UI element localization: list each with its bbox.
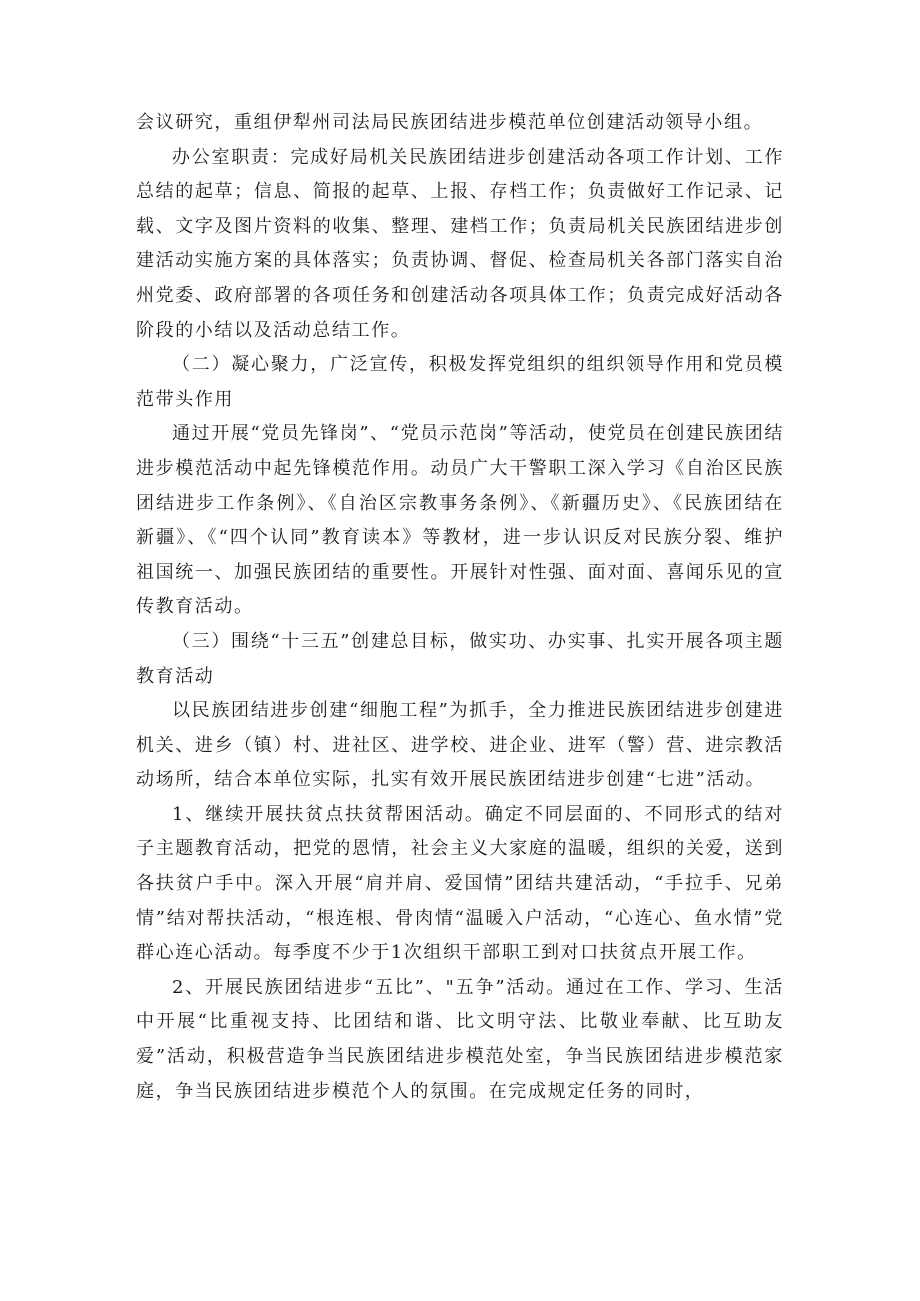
paragraph-publicity: 通过开展“党员先锋岗”、“党员示范岗”等活动，使党员在创建民族团结进步模范活动中起先锋模范作用。动员广大干警职工深入学习《自治区民族团结进步工作条例》、《自治区宗教事务条例》、《新疆历史》、《民族团结在新疆》、《“四个认同”教育读本》等教材，进一步认识反对民族分裂、维护祖国统一、加强民族团结的重要性。开展针对性强、面对面、喜闻乐见的宣传教育活动。 (136, 423, 784, 618)
paragraph-item-2: 2、开展民族团结进步“五比”、"五争”活动。通过在工作、学习、生活中开展“比重视支持、比团结和谐、比文明守法、比敬业奉献、比互助友爱”活动，积极营造争当民族团结进步模范处室，争当民族团结进步模范家庭，争当民族团结进步模范个人的氛围。在完成规定任务的同时， (136, 976, 784, 1102)
paragraph-item-1: 1、继续开展扶贫点扶贫帮困活动。确定不同层面的、不同形式的结对子主题教育活动，把党的恩情，社会主义大家庭的温暖，组织的关爱，送到各扶贫户手中。深入开展“肩并肩、爱国情”团结共建活动，“手拉手、兄弟情”结对帮扶活动，“根连根、骨肉情“温暖入户活动，“心连心、鱼水情”党群心连心活动。每季度不少于1次组织干部职工到对口扶贫点开展工作。 (136, 803, 784, 964)
document-body (136, 106, 784, 1109)
section-heading-3: （三）围绕“十三五”创建总目标，做实功、办实事、扎实开展各项主题教育活动 (136, 630, 784, 687)
paragraph-continuation: 会议研究，重组伊犁州司法局民族团结进步模范单位创建活动领导小组。 (136, 112, 764, 133)
section-heading-2: （二）凝心聚力，广泛宣传，积极发挥党组织的组织领导作用和党员模范带头作用 (136, 354, 784, 410)
paragraph-cell-project: 以民族团结进步创建“细胞工程”为抓手，全力推进民族团结进步创建进机关、进乡（镇）村、进社区、进学校、进企业、进军（警）营、进宗教活动场所，结合本单位实际，扎实有效开展民族团结进步创建“七进”活动。 (136, 700, 784, 791)
paragraph-office-duties: 办公室职责：完成好局机关民族团结进步创建活动各项工作计划、工作总结的起草；信息、简报的起草、上报、存档工作；负责做好工作记录、记载、文字及图片资料的收集、整理、建档工作；负责局机关民族团结进步创建活动实施方案的具体落实；负责协调、督促、检查局机关各部门落实自治州党委、政府部署的各项任务和创建活动各项具体工作；负责完成好活动各阶段的小结以及活动总结工作。 (136, 146, 784, 341)
